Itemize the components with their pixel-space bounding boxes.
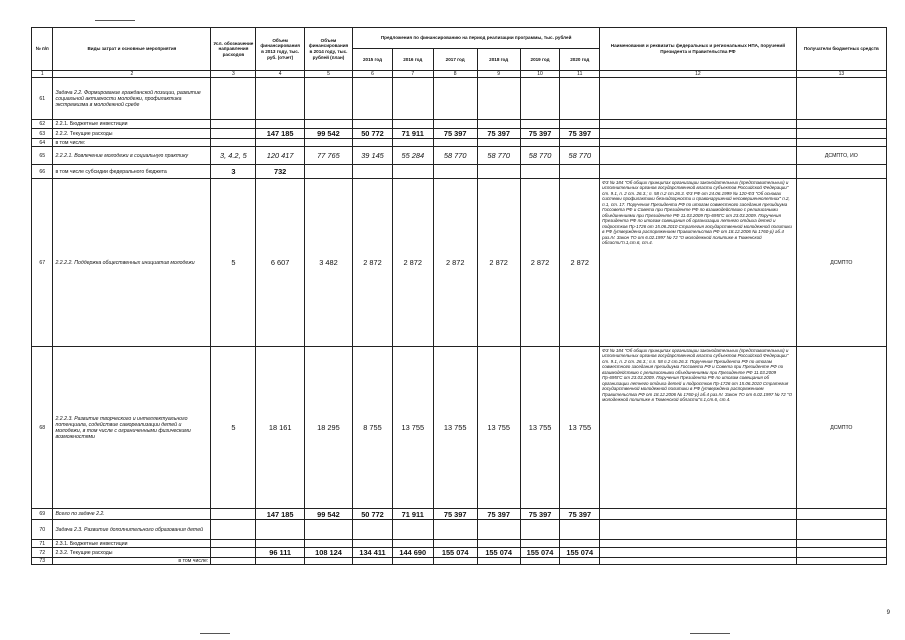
header-row-1 — [32, 28, 887, 49]
row-name: Всего по задаче 2.2. — [53, 509, 211, 520]
row-fin-2014: 18 295 — [304, 347, 352, 509]
column-number: 13 — [796, 71, 886, 78]
row-year-value: 75 397 — [560, 509, 600, 520]
row-year-value: 58 770 — [520, 147, 560, 165]
row-year-value: 58 770 — [433, 147, 477, 165]
row-fin-2014: 99 542 — [304, 129, 352, 139]
row-year-value — [392, 540, 433, 548]
row-name: в том числе: — [53, 139, 211, 147]
column-number: 4 — [256, 71, 304, 78]
row-year-value: 75 397 — [477, 509, 520, 520]
scan-mark — [690, 633, 730, 634]
row-year-value: 50 772 — [353, 509, 393, 520]
header-recipient: Получатели бюджетных средств — [796, 28, 886, 71]
row-year-value: 2 872 — [392, 179, 433, 347]
row-year-value: 155 074 — [520, 548, 560, 558]
row-year-value — [560, 165, 600, 179]
row-name: в том числе: — [53, 558, 211, 565]
row-fin-2014: 99 542 — [304, 509, 352, 520]
column-number: 12 — [600, 71, 797, 78]
table-row — [32, 129, 887, 139]
row-year-value: 13 755 — [392, 347, 433, 509]
row-acts: ФЗ № 184 "Об общих принципах организации законодательных (представительных) и исполнительных органов государственной власти субъектов Российской Федерации" ст. 9.1, п. 2 ст. 26.3.; п. 58 п.2 ст.26.3. ФЗ РФ от 24.06.1999 № 120-ФЗ "Об основах системы профилактики безнадзорности и правонарушений несовершеннолетних" п.2, п.1, ст. 17. Поручения Президента РФ по итогам совместного заседания президиума Госсовета РФ и Совета при Президенте РФ по взаимодействию с религиозными объединениями при Президенте РФ 11.03.2009 Пр-695ГС от 23.03.2009. Поручения Президента РФ по итогам совещания об организации летнего отдыха детей и подростков Пр-1726 от 15.06.2010 Стратегия государственной молодежной политики в РФ (утверждена распоряжением Правительства РФ от 18.12.2006 № 1760-р) аб.4 раз.IV. Закон ТО от 6.02.1997 № 72 "О молодежной политике в Тюменской области"п.1,ст.6, ст.4. — [600, 179, 797, 347]
row-fin-2013: 147 185 — [256, 129, 304, 139]
header-year: 2017 год — [433, 49, 477, 71]
row-recipient: ДСМПТО — [796, 179, 886, 347]
row-number: 67 — [32, 179, 53, 347]
row-year-value: 144 690 — [392, 548, 433, 558]
row-year-value — [392, 165, 433, 179]
row-acts — [600, 540, 797, 548]
row-name: 2.2.1. Бюджетные инвестиции — [53, 120, 211, 129]
table-row — [32, 548, 887, 558]
header-fin-2013: Объем финансирования в 2013 году, тыс. руб. (отчет) — [256, 28, 304, 71]
row-year-value: 13 755 — [477, 347, 520, 509]
row-fin-2013: 18 161 — [256, 347, 304, 509]
row-year-value — [477, 540, 520, 548]
row-acts — [600, 548, 797, 558]
row-number: 63 — [32, 129, 53, 139]
row-year-value — [433, 120, 477, 129]
row-acts: ФЗ № 184 "Об общих принципах организации законодательных (представительных) и исполнительных органов государственной власти субъектов Российской Федерации" ст. 9.1, п. 2 ст. 26.3.; п.п. 58 п.2 ст.26.3. Поручения Президента РФ по итогам совместного заседания президиума Госсовета РФ и Совета при Президенте РФ по взаимодействию с религиозными объединениями при Президенте РФ 11.03.2009 Пр-695ГС от 23.03.2009. Поручения Президента РФ по итогам совещания об организации летнего отдыха детей и подростков Пр-1726 от 15.06.2010 Стратегия государственной молодежной политики в РФ (утверждена распоряжением Правительства РФ от 18.12.2006 № 1760-р) аб.4 раз.IV. Закон ТО от 6.02.1997 № 72 "О молодежной политике в Тюменской области"п.1,ст.6, ст.4. — [600, 347, 797, 509]
row-year-value — [353, 139, 393, 147]
header-year: 2015 год — [353, 49, 393, 71]
column-number: 1 — [32, 71, 53, 78]
row-year-value: 75 397 — [520, 509, 560, 520]
row-year-value — [353, 120, 393, 129]
row-year-value — [353, 165, 393, 179]
row-year-value — [353, 78, 393, 120]
row-direction — [211, 520, 256, 540]
row-recipient — [796, 129, 886, 139]
header-year: 2019 год — [520, 49, 560, 71]
row-year-value: 58 770 — [477, 147, 520, 165]
row-name: Задача 2.2. Формирование гражданской позиции, развитие социальной активности молодежи, профилактика экстремизма в молодежной среде — [53, 78, 211, 120]
header-year: 2016 год — [392, 49, 433, 71]
header-acts: Наименования и реквизиты федеральных и региональных НПА, поручений Президента и Правительства РФ — [600, 28, 797, 71]
row-year-value: 13 755 — [520, 347, 560, 509]
row-year-value: 39 145 — [353, 147, 393, 165]
row-direction — [211, 139, 256, 147]
row-year-value: 155 074 — [433, 548, 477, 558]
row-fin-2014 — [304, 520, 352, 540]
row-direction — [211, 509, 256, 520]
row-acts — [600, 520, 797, 540]
row-year-value: 2 872 — [520, 179, 560, 347]
row-direction — [211, 78, 256, 120]
row-number: 66 — [32, 165, 53, 179]
row-name: 2.2.2. Текущие расходы — [53, 129, 211, 139]
table-row — [32, 139, 887, 147]
row-year-value — [560, 78, 600, 120]
row-year-value: 71 911 — [392, 129, 433, 139]
row-direction — [211, 120, 256, 129]
row-fin-2014 — [304, 120, 352, 129]
row-year-value — [560, 520, 600, 540]
row-name: в том числе субсидии федерального бюджета — [53, 165, 211, 179]
row-year-value — [477, 120, 520, 129]
row-year-value — [353, 558, 393, 565]
row-name: 2.2.2.1. Вовлечение молодежи в социальную практику — [53, 147, 211, 165]
column-number: 2 — [53, 71, 211, 78]
row-year-value: 2 872 — [560, 179, 600, 347]
row-year-value: 50 772 — [353, 129, 393, 139]
row-name: 2.3.1. Бюджетные инвестиции — [53, 540, 211, 548]
row-fin-2014 — [304, 558, 352, 565]
table-row — [32, 165, 887, 179]
row-recipient — [796, 540, 886, 548]
row-year-value — [433, 558, 477, 565]
row-year-value — [353, 540, 393, 548]
row-number: 64 — [32, 139, 53, 147]
row-acts — [600, 558, 797, 565]
row-year-value — [353, 520, 393, 540]
row-year-value — [433, 540, 477, 548]
row-fin-2014 — [304, 165, 352, 179]
row-fin-2014 — [304, 540, 352, 548]
row-year-value — [477, 139, 520, 147]
row-fin-2013 — [256, 139, 304, 147]
row-year-value: 2 872 — [353, 179, 393, 347]
row-year-value: 13 755 — [433, 347, 477, 509]
row-year-value: 8 755 — [353, 347, 393, 509]
table-row — [32, 509, 887, 520]
page-number: 9 — [886, 610, 890, 616]
row-year-value — [520, 78, 560, 120]
row-fin-2013 — [256, 120, 304, 129]
row-year-value: 2 872 — [477, 179, 520, 347]
row-fin-2013: 96 111 — [256, 548, 304, 558]
row-acts — [600, 78, 797, 120]
scan-mark — [95, 20, 135, 21]
row-year-value: 58 770 — [560, 147, 600, 165]
row-direction — [211, 558, 256, 565]
column-number: 3 — [211, 71, 256, 78]
row-acts — [600, 509, 797, 520]
row-year-value: 2 872 — [433, 179, 477, 347]
row-recipient — [796, 548, 886, 558]
row-name: 2.2.2.3. Развитие творческого и интеллектуального потенциала, содействие самореализации детей и молодежи, в том числе с ограниченными физическими возможностями — [53, 347, 211, 509]
row-recipient — [796, 165, 886, 179]
row-recipient — [796, 120, 886, 129]
budget-table-sheet — [31, 27, 887, 565]
row-year-value — [520, 120, 560, 129]
row-fin-2013 — [256, 78, 304, 120]
row-year-value — [433, 520, 477, 540]
header-no: № п/п — [32, 28, 53, 71]
row-number: 68 — [32, 347, 53, 509]
row-number: 61 — [32, 78, 53, 120]
row-number: 71 — [32, 540, 53, 548]
row-name: Задача 2.3. Развитие дополнительного образования детей — [53, 520, 211, 540]
row-year-value: 71 911 — [392, 509, 433, 520]
table-row — [32, 78, 887, 120]
row-year-value — [392, 520, 433, 540]
row-name: 2.2.2.2. Поддержка общественных инициатив молодежи — [53, 179, 211, 347]
row-direction: 5 — [211, 179, 256, 347]
column-number-row — [32, 71, 887, 78]
row-year-value — [433, 165, 477, 179]
column-number: 6 — [353, 71, 393, 78]
row-fin-2013: 6 607 — [256, 179, 304, 347]
header-fin-2014: Объем финансирования в 2014 году, тыс. рублей (план) — [304, 28, 352, 71]
row-direction: 3 — [211, 165, 256, 179]
row-direction — [211, 129, 256, 139]
row-number: 65 — [32, 147, 53, 165]
row-year-value — [560, 540, 600, 548]
row-fin-2013 — [256, 540, 304, 548]
row-fin-2014 — [304, 139, 352, 147]
column-number: 5 — [304, 71, 352, 78]
row-recipient — [796, 78, 886, 120]
row-year-value — [433, 139, 477, 147]
row-year-value — [560, 558, 600, 565]
row-fin-2014: 3 482 — [304, 179, 352, 347]
row-fin-2014: 77 765 — [304, 147, 352, 165]
header-year: 2020 год — [560, 49, 600, 71]
row-recipient: ДСМПТО — [796, 347, 886, 509]
row-acts — [600, 147, 797, 165]
table-row — [32, 147, 887, 165]
column-number: 10 — [520, 71, 560, 78]
table-row — [32, 179, 887, 347]
column-number: 9 — [477, 71, 520, 78]
row-year-value — [433, 78, 477, 120]
table-row — [32, 120, 887, 129]
row-acts — [600, 165, 797, 179]
row-fin-2013: 147 185 — [256, 509, 304, 520]
row-fin-2013 — [256, 558, 304, 565]
row-year-value: 75 397 — [520, 129, 560, 139]
column-number: 8 — [433, 71, 477, 78]
row-fin-2013: 120 417 — [256, 147, 304, 165]
table-row — [32, 347, 887, 509]
row-direction — [211, 548, 256, 558]
row-year-value — [392, 120, 433, 129]
row-year-value — [520, 558, 560, 565]
row-year-value — [560, 139, 600, 147]
header-direction: Усл. обозначение направления расходов — [211, 28, 256, 71]
row-year-value — [520, 139, 560, 147]
row-number: 73 — [32, 558, 53, 565]
row-acts — [600, 129, 797, 139]
row-year-value: 75 397 — [477, 129, 520, 139]
row-year-value — [560, 120, 600, 129]
row-year-value: 55 284 — [392, 147, 433, 165]
row-year-value: 134 411 — [353, 548, 393, 558]
row-year-value — [477, 520, 520, 540]
row-recipient — [796, 558, 886, 565]
row-fin-2013: 732 — [256, 165, 304, 179]
row-direction: 5 — [211, 347, 256, 509]
column-number: 7 — [392, 71, 433, 78]
row-recipient: ДСМПТО, ИО — [796, 147, 886, 165]
row-number: 70 — [32, 520, 53, 540]
budget-table — [31, 27, 887, 565]
row-year-value — [477, 558, 520, 565]
row-year-value: 155 074 — [477, 548, 520, 558]
row-year-value: 13 755 — [560, 347, 600, 509]
table-row — [32, 558, 887, 565]
column-number: 11 — [560, 71, 600, 78]
table-row — [32, 520, 887, 540]
row-recipient — [796, 139, 886, 147]
row-year-value: 75 397 — [433, 129, 477, 139]
row-year-value: 75 397 — [433, 509, 477, 520]
row-year-value — [392, 139, 433, 147]
row-number: 69 — [32, 509, 53, 520]
row-name: 2.3.2. Текущие расходы — [53, 548, 211, 558]
row-year-value — [392, 558, 433, 565]
row-acts — [600, 120, 797, 129]
row-recipient — [796, 520, 886, 540]
row-year-value — [520, 520, 560, 540]
row-fin-2013 — [256, 520, 304, 540]
row-year-value — [520, 540, 560, 548]
row-fin-2014 — [304, 78, 352, 120]
row-recipient — [796, 509, 886, 520]
row-direction: 3, 4.2, 5 — [211, 147, 256, 165]
row-year-value — [477, 165, 520, 179]
row-year-value: 155 074 — [560, 548, 600, 558]
row-acts — [600, 139, 797, 147]
row-number: 62 — [32, 120, 53, 129]
header-name: Виды затрат и основные мероприятия — [53, 28, 211, 71]
header-year: 2018 год — [477, 49, 520, 71]
row-direction — [211, 540, 256, 548]
row-year-value — [477, 78, 520, 120]
table-row — [32, 540, 887, 548]
row-number: 72 — [32, 548, 53, 558]
row-year-value — [392, 78, 433, 120]
header-period: Предложения по финансированию на период реализации программы, тыс. рублей — [353, 28, 600, 49]
row-year-value — [520, 165, 560, 179]
row-fin-2014: 108 124 — [304, 548, 352, 558]
row-year-value: 75 397 — [560, 129, 600, 139]
scan-mark — [200, 633, 230, 634]
